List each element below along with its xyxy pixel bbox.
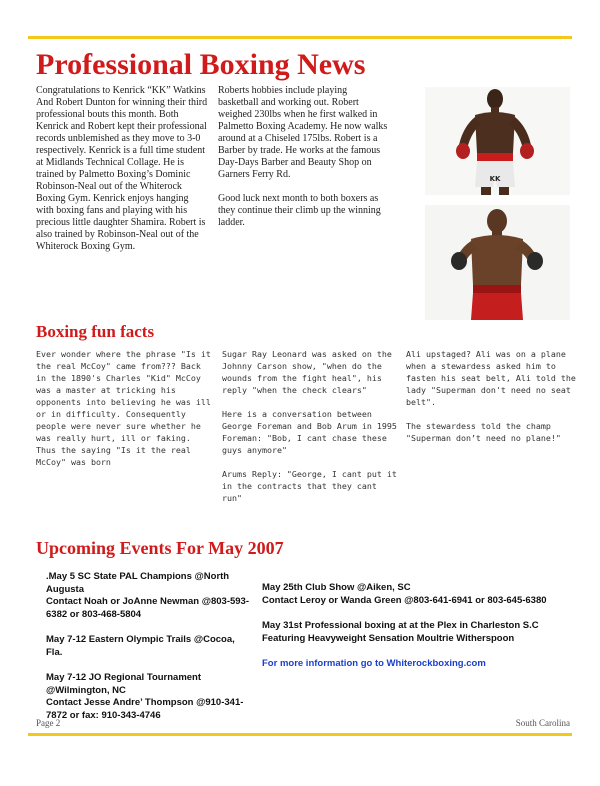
fun-facts-heading: Boxing fun facts	[36, 322, 155, 341]
fun-facts-column-2	[222, 348, 397, 516]
story-col2-paragraph-2: Good luck next month to both boxers as they continue their climb up the winning ladder.	[218, 193, 381, 228]
fun-fact-foreman: Here is a conversation between George Foreman and Bob Arum in 1995 Foreman: "Bob, I cant chase these guys anymore"	[222, 409, 397, 455]
event-item	[46, 571, 251, 621]
footer-region: South Carolina	[515, 718, 570, 728]
bottom-rule	[28, 733, 572, 736]
newsletter-headline: Professional Boxing News	[36, 48, 366, 81]
trunks-text: KK	[489, 175, 501, 183]
story-col1-text: Congratulations to Kenrick “KK” Watkins And Robert Dunton for winning their third professional bouts this month. Both Kenrick and Robert kept their professional records unblemished as they move to 3-0 respectively. Kenrick is a full time student at Midlands Technical Collage. He is trained by Palmetto Boxing’s Dominic Robinson-Neal out of the Whiterock Boxing Gym. Kenrick enjoys hanging with boxing fans and playing with his precious little daughter Shamira. Robert is also trained by Robinson-Neal out of the Whiterock Boxing Gym.	[36, 85, 208, 252]
events-column-1	[46, 571, 251, 735]
event-item	[262, 582, 562, 607]
event-title: May 25th Club Show @Aiken, SC	[262, 582, 411, 593]
event-title: May 31st Professional boxing at at the Plex in Charleston S.C Featuring Heavyweight Sensation Moultrie Witherspoon	[262, 620, 539, 644]
story-column-2	[218, 85, 390, 241]
event-title: .May 5 SC State PAL Champions @North Augusta	[46, 571, 230, 595]
page-number: Page 2	[36, 718, 61, 728]
fun-facts-column-1	[36, 348, 211, 480]
boxer-photo-robert	[425, 205, 570, 320]
fun-fact-mccoy: Ever wonder where the phrase "Is it the real McCoy" came from??? Back in the 1890's Charles "Kid" McCoy was a master at tricking his opponents into believing he was ill or in difficulty. Consequently people were never sure whether he was really hurt, ill or faking. Thus the saying "Is it the real McCoy" was born	[36, 349, 211, 467]
story-column-1	[36, 85, 208, 253]
fun-fact-arum-reply: Arums Reply: "George, I cant put it in the contracts that they cant run"	[222, 469, 397, 503]
event-title: May 7-12 JO Regional Tournament @Wilmington, NC	[46, 672, 202, 696]
top-rule	[28, 36, 572, 39]
fun-fact-leonard: Sugar Ray Leonard was asked on the Johnny Carson show, "when do the wounds from the fight heal", his reply "when the check clears"	[222, 349, 392, 395]
event-item	[46, 634, 251, 659]
event-contact: Contact Leroy or Wanda Green @803-641-6941 or 803-645-6380	[262, 594, 547, 606]
events-column-2	[262, 582, 562, 684]
boxer-photo-kenrick	[425, 87, 570, 195]
fun-facts-column-3	[406, 348, 576, 456]
event-item	[46, 672, 251, 722]
fun-fact-stewardess: The stewardess told the champ "Superman don’t need no plane!"	[406, 421, 561, 443]
events-heading: Upcoming Events For May 2007	[36, 538, 284, 558]
event-item	[262, 620, 562, 645]
fun-fact-ali: Ali upstaged? Ali was on a plane when a stewardess asked him to fasten his seat belt, Ali told the lady "Superman don't need no seat belt".	[406, 349, 576, 407]
more-info-link[interactable]: For more information go to Whiterockboxing.com	[262, 658, 486, 669]
event-contact: Contact Jesse Andre’ Thompson @910-341-7872 or fax: 910-343-4746	[46, 697, 244, 721]
event-contact: Contact Noah or JoAnne Newman @803-593-6382 or 803-468-5804	[46, 596, 250, 620]
event-title: May 7-12 Eastern Olympic Trails @Cocoa, Fla.	[46, 634, 235, 658]
story-col2-paragraph-1: Roberts hobbies include playing basketball and working out. Robert weighed 230lbs when he first walked in Palmetto Boxing Academy. He now walks around at a Chiseled 175lbs. Robert is a Barber by trade. He works at the famous Day-Days Barber and Beauty Shop on Garners Ferry Rd.	[218, 85, 388, 180]
